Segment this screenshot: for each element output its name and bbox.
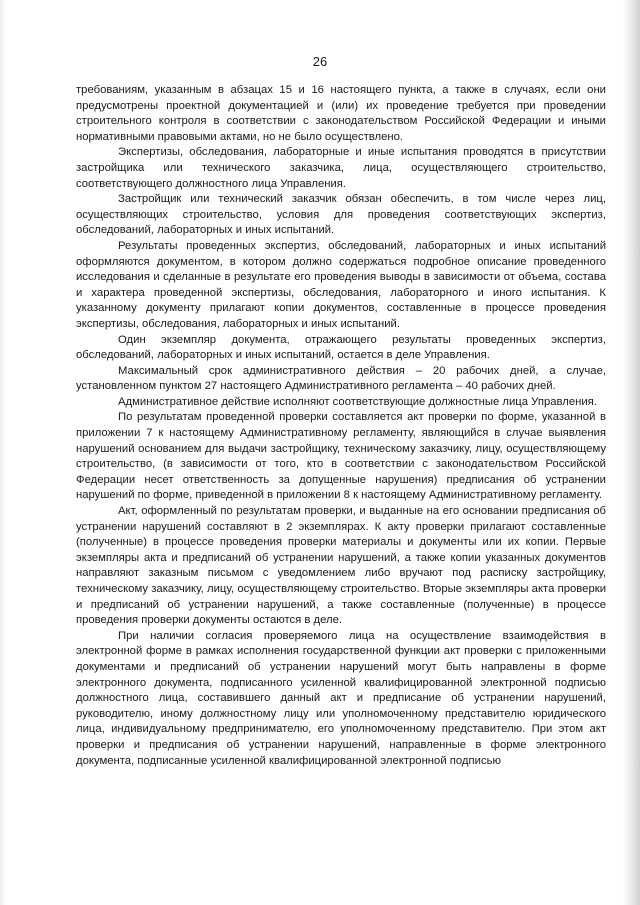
paragraph-act-copies: Акт, оформленный по результатам проверки, и выданные на его основании предписания об устранении нарушений составляют в 2 экземплярах. К акту проверки прилагают составленные (полученные) в процессе проведения проверки материалы и документы или их копии. Первые экземпляры акта и предписаний об устранении нарушений, а также копии указанных документов направляют заказным письмом с уведомлением либо вручают под расписку застройщику, техническому заказчику, лицу, осуществляющему строительство. Вторые экземпляры акта проверки и предписаний об устранении нарушений, а также составленные (полученные) в процессе проведения проверки документы остаются в деле. bbox=[76, 505, 606, 627]
paragraph-max-duration: Максимальный срок административного действия – 20 рабочих дней, а случае, установленном пунктом 27 настоящего Административного регламента – 40 рабочих дней. bbox=[76, 364, 606, 393]
paragraph-inspection-act: По результатам проведенной проверки составляется акт проверки по форме, указанной в приложении 7 к настоящему Административному регламенту, являющийся в случае выявления нарушений основанием для выдачи застройщику, техническому заказчику, лицу, осуществляющему строительство, (в зависимости от того, кто в соответствии с законодательством Российской Федерации несет ответственность за допущенные нарушения) предписания об устранении нарушений по форме, приведенной в приложении 8 к настоящему Административному регламенту. bbox=[76, 411, 606, 502]
paragraph-electronic-form: При наличии согласия проверяемого лица на осуществление взаимодействия в электронной форме в рамках исполнения государственной функции акт проверки с приложенными документами и предписаний об устранении нарушений могут быть направлены в форме электронного документа, подписанного усиленной квалифицированной электронной подписью должностного лица, составившего данный акт и предписание об устранении нарушений, руководителю, иному должностному лицу или уполномоченному представителю юридического лица, индивидуальному предпринимателю, его уполномоченному представителю. При этом акт проверки и предписания об устранении нарушений, направленные в форме электронного документа, подписанные усиленной квалифицированной электронной подписью bbox=[76, 629, 606, 767]
scan-shadow-right bbox=[622, 0, 640, 905]
paragraph-expertise-presence: Экспертизы, обследования, лабораторные и иные испытания проводятся в присутствии застройщика или технического заказчика, лица, осуществляющего строительство, соответствующего должностного лица Управления. bbox=[76, 146, 606, 190]
page-number: 26 bbox=[312, 54, 328, 69]
document-body bbox=[76, 83, 606, 769]
paragraph-performers: Административное действие исполняют соответствующие должностные лица Управления. bbox=[118, 395, 597, 408]
paragraph-continuation: требованиям, указанным в абзацах 15 и 16 настоящего пункта, а также в случаях, если они предусмотрены проектной документацией и (или) их проведение требуется при проведении строительного контроля в соответствии с законодательством Российской Федерации и иными нормативными правовыми актами, но не было осуществлено. bbox=[76, 84, 606, 143]
paragraph-results-document: Результаты проведенных экспертиз, обследований, лабораторных и иных испытаний оформляются документом, в котором должно содержаться подробное описание проведенного исследования и сделанные в результате его проведения выводы в зависимости от объема, состава и характера проведенной экспертизы, обследования, лабораторного и иного испытания. К указанному документу прилагают копии документов, составленные в процессе проведения экспертизы, обследования, лабораторных и иных испытаний. bbox=[76, 239, 606, 330]
paragraph-developer-obligation: Застройщик или технический заказчик обязан обеспечить, в том числе через лиц, осуществляющих строительство, условия для проведения соответствующих экспертиз, обследований, лабораторных и иных испытаний. bbox=[76, 193, 606, 237]
paragraph-one-copy: Один экземпляр документа, отражающего результаты проведенных экспертиз, обследований, лабораторных и иных испытаний, остается в деле Управления. bbox=[76, 333, 606, 362]
scan-shadow-left bbox=[0, 0, 6, 905]
